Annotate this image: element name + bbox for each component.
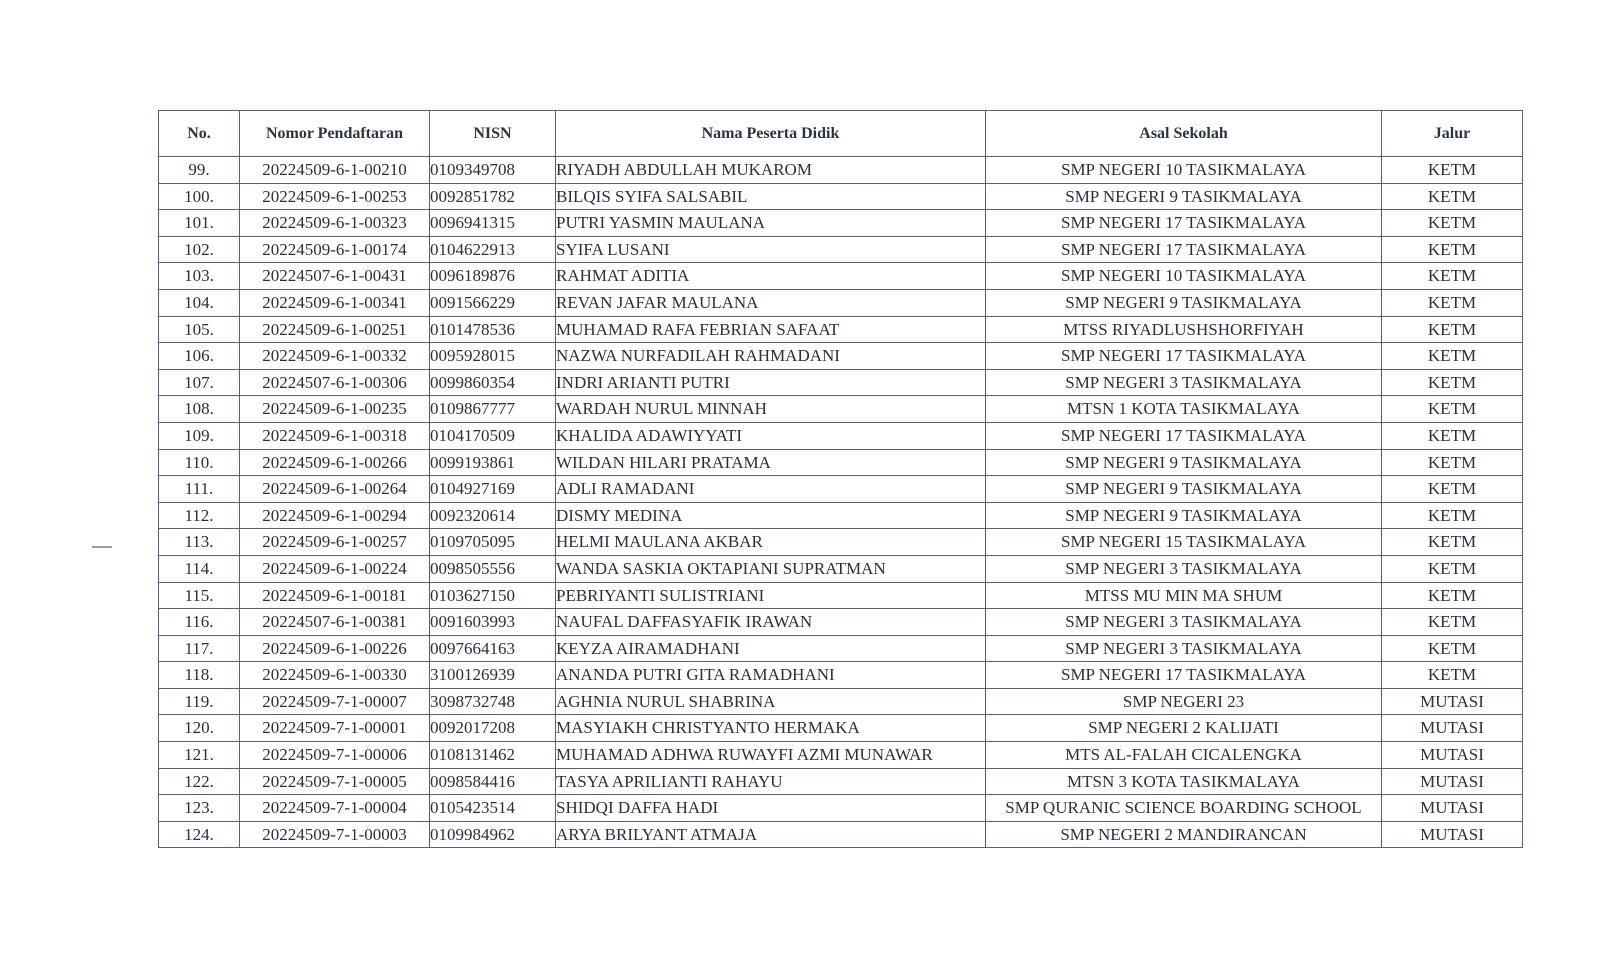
student-name-cell: WILDAN HILARI PRATAMA bbox=[556, 449, 986, 476]
row-number-cell: 113. bbox=[159, 529, 240, 556]
student-name-cell: KHALIDA ADAWIYYATI bbox=[556, 422, 986, 449]
registration-number-cell: 20224509-7-1-00001 bbox=[240, 715, 430, 742]
registration-number-cell: 20224509-6-1-00257 bbox=[240, 529, 430, 556]
route-cell: KETM bbox=[1382, 236, 1523, 263]
registration-number-cell: 20224509-6-1-00235 bbox=[240, 396, 430, 423]
route-cell: MUTASI bbox=[1382, 821, 1523, 848]
origin-school-cell: SMP NEGERI 2 MANDIRANCAN bbox=[986, 821, 1382, 848]
table-row bbox=[159, 183, 1523, 210]
nisn-cell: 0104170509 bbox=[430, 422, 556, 449]
registration-number-cell: 20224509-7-1-00006 bbox=[240, 742, 430, 769]
nisn-cell: 0101478536 bbox=[430, 316, 556, 343]
registration-number-cell: 20224509-6-1-00323 bbox=[240, 210, 430, 237]
origin-school-cell: SMP NEGERI 15 TASIKMALAYA bbox=[986, 529, 1382, 556]
header-no: No. bbox=[159, 111, 240, 157]
student-name-cell: ADLI RAMADANI bbox=[556, 476, 986, 503]
row-number-cell: 106. bbox=[159, 343, 240, 370]
nisn-cell: 0109705095 bbox=[430, 529, 556, 556]
route-cell: KETM bbox=[1382, 183, 1523, 210]
nisn-cell: 0092320614 bbox=[430, 502, 556, 529]
table-row bbox=[159, 396, 1523, 423]
row-number-cell: 110. bbox=[159, 449, 240, 476]
origin-school-cell: SMP NEGERI 3 TASIKMALAYA bbox=[986, 369, 1382, 396]
table-row bbox=[159, 236, 1523, 263]
nisn-cell: 0091566229 bbox=[430, 289, 556, 316]
scan-margin-mark bbox=[92, 546, 112, 548]
nisn-cell: 0096941315 bbox=[430, 210, 556, 237]
row-number-cell: 122. bbox=[159, 768, 240, 795]
student-name-cell: NAUFAL DAFFASYAFIK IRAWAN bbox=[556, 609, 986, 636]
route-cell: KETM bbox=[1382, 449, 1523, 476]
route-cell: KETM bbox=[1382, 396, 1523, 423]
table-row bbox=[159, 263, 1523, 290]
row-number-cell: 105. bbox=[159, 316, 240, 343]
header-origin-school: Asal Sekolah bbox=[986, 111, 1382, 157]
row-number-cell: 101. bbox=[159, 210, 240, 237]
row-number-cell: 111. bbox=[159, 476, 240, 503]
student-name-cell: INDRI ARIANTI PUTRI bbox=[556, 369, 986, 396]
route-cell: KETM bbox=[1382, 529, 1523, 556]
table-row bbox=[159, 609, 1523, 636]
registration-number-cell: 20224509-6-1-00341 bbox=[240, 289, 430, 316]
row-number-cell: 114. bbox=[159, 555, 240, 582]
route-cell: MUTASI bbox=[1382, 742, 1523, 769]
registration-number-cell: 20224509-6-1-00332 bbox=[240, 343, 430, 370]
table-row bbox=[159, 662, 1523, 689]
registration-number-cell: 20224509-7-1-00003 bbox=[240, 821, 430, 848]
registration-number-cell: 20224509-6-1-00294 bbox=[240, 502, 430, 529]
row-number-cell: 118. bbox=[159, 662, 240, 689]
registration-number-cell: 20224509-6-1-00251 bbox=[240, 316, 430, 343]
registration-number-cell: 20224509-6-1-00181 bbox=[240, 582, 430, 609]
registration-number-cell: 20224509-6-1-00266 bbox=[240, 449, 430, 476]
registration-number-cell: 20224509-6-1-00226 bbox=[240, 635, 430, 662]
nisn-cell: 0091603993 bbox=[430, 609, 556, 636]
student-name-cell: SYIFA LUSANI bbox=[556, 236, 986, 263]
nisn-cell: 0092851782 bbox=[430, 183, 556, 210]
row-number-cell: 108. bbox=[159, 396, 240, 423]
row-number-cell: 107. bbox=[159, 369, 240, 396]
table-row bbox=[159, 795, 1523, 822]
row-number-cell: 99. bbox=[159, 157, 240, 184]
nisn-cell: 0108131462 bbox=[430, 742, 556, 769]
route-cell: KETM bbox=[1382, 555, 1523, 582]
nisn-cell: 0096189876 bbox=[430, 263, 556, 290]
table-row bbox=[159, 476, 1523, 503]
row-number-cell: 109. bbox=[159, 422, 240, 449]
nisn-cell: 0104622913 bbox=[430, 236, 556, 263]
row-number-cell: 115. bbox=[159, 582, 240, 609]
student-name-cell: MUHAMAD RAFA FEBRIAN SAFAAT bbox=[556, 316, 986, 343]
student-name-cell: MASYIAKH CHRISTYANTO HERMAKA bbox=[556, 715, 986, 742]
student-name-cell: HELMI MAULANA AKBAR bbox=[556, 529, 986, 556]
registration-number-cell: 20224509-7-1-00004 bbox=[240, 795, 430, 822]
table-row bbox=[159, 768, 1523, 795]
origin-school-cell: SMP NEGERI 3 TASIKMALAYA bbox=[986, 635, 1382, 662]
origin-school-cell: SMP NEGERI 3 TASIKMALAYA bbox=[986, 609, 1382, 636]
table-row bbox=[159, 502, 1523, 529]
origin-school-cell: SMP NEGERI 9 TASIKMALAYA bbox=[986, 289, 1382, 316]
student-name-cell: DISMY MEDINA bbox=[556, 502, 986, 529]
table-row bbox=[159, 582, 1523, 609]
route-cell: KETM bbox=[1382, 369, 1523, 396]
nisn-cell: 0099860354 bbox=[430, 369, 556, 396]
registration-number-cell: 20224509-7-1-00007 bbox=[240, 688, 430, 715]
route-cell: KETM bbox=[1382, 316, 1523, 343]
nisn-cell: 0098505556 bbox=[430, 555, 556, 582]
route-cell: KETM bbox=[1382, 609, 1523, 636]
registration-number-cell: 20224509-6-1-00224 bbox=[240, 555, 430, 582]
student-name-cell: RIYADH ABDULLAH MUKAROM bbox=[556, 157, 986, 184]
origin-school-cell: MTS AL-FALAH CICALENGKA bbox=[986, 742, 1382, 769]
registration-number-cell: 20224507-6-1-00381 bbox=[240, 609, 430, 636]
nisn-cell: 0109867777 bbox=[430, 396, 556, 423]
row-number-cell: 104. bbox=[159, 289, 240, 316]
row-number-cell: 116. bbox=[159, 609, 240, 636]
route-cell: KETM bbox=[1382, 476, 1523, 503]
header-route: Jalur bbox=[1382, 111, 1523, 157]
origin-school-cell: SMP NEGERI 2 KALIJATI bbox=[986, 715, 1382, 742]
table-header bbox=[159, 111, 1523, 157]
nisn-cell: 0105423514 bbox=[430, 795, 556, 822]
row-number-cell: 123. bbox=[159, 795, 240, 822]
nisn-cell: 0103627150 bbox=[430, 582, 556, 609]
origin-school-cell: SMP NEGERI 9 TASIKMALAYA bbox=[986, 502, 1382, 529]
student-name-cell: WANDA SASKIA OKTAPIANI SUPRATMAN bbox=[556, 555, 986, 582]
route-cell: MUTASI bbox=[1382, 795, 1523, 822]
student-roster-table bbox=[158, 110, 1523, 848]
table-body bbox=[159, 157, 1523, 848]
origin-school-cell: MTSS RIYADLUSHSHORFIYAH bbox=[986, 316, 1382, 343]
nisn-cell: 0097664163 bbox=[430, 635, 556, 662]
nisn-cell: 0109984962 bbox=[430, 821, 556, 848]
nisn-cell: 3100126939 bbox=[430, 662, 556, 689]
row-number-cell: 100. bbox=[159, 183, 240, 210]
table-row bbox=[159, 529, 1523, 556]
route-cell: MUTASI bbox=[1382, 768, 1523, 795]
table-row bbox=[159, 821, 1523, 848]
row-number-cell: 119. bbox=[159, 688, 240, 715]
origin-school-cell: SMP NEGERI 17 TASIKMALAYA bbox=[986, 343, 1382, 370]
registration-number-cell: 20224507-6-1-00431 bbox=[240, 263, 430, 290]
table-row bbox=[159, 688, 1523, 715]
table-row bbox=[159, 157, 1523, 184]
table-row bbox=[159, 289, 1523, 316]
origin-school-cell: SMP QURANIC SCIENCE BOARDING SCHOOL bbox=[986, 795, 1382, 822]
route-cell: KETM bbox=[1382, 157, 1523, 184]
student-name-cell: PUTRI YASMIN MAULANA bbox=[556, 210, 986, 237]
origin-school-cell: SMP NEGERI 17 TASIKMALAYA bbox=[986, 662, 1382, 689]
origin-school-cell: MTSS MU MIN MA SHUM bbox=[986, 582, 1382, 609]
registration-number-cell: 20224509-6-1-00318 bbox=[240, 422, 430, 449]
route-cell: KETM bbox=[1382, 343, 1523, 370]
registration-number-cell: 20224509-6-1-00330 bbox=[240, 662, 430, 689]
student-name-cell: KEYZA AIRAMADHANI bbox=[556, 635, 986, 662]
table-row bbox=[159, 449, 1523, 476]
table-row bbox=[159, 316, 1523, 343]
origin-school-cell: SMP NEGERI 9 TASIKMALAYA bbox=[986, 476, 1382, 503]
table-row bbox=[159, 555, 1523, 582]
student-name-cell: RAHMAT ADITIA bbox=[556, 263, 986, 290]
row-number-cell: 121. bbox=[159, 742, 240, 769]
row-number-cell: 102. bbox=[159, 236, 240, 263]
registration-number-cell: 20224509-7-1-00005 bbox=[240, 768, 430, 795]
table-row bbox=[159, 422, 1523, 449]
student-name-cell: SHIDQI DAFFA HADI bbox=[556, 795, 986, 822]
route-cell: KETM bbox=[1382, 210, 1523, 237]
student-name-cell: ARYA BRILYANT ATMAJA bbox=[556, 821, 986, 848]
registration-number-cell: 20224507-6-1-00306 bbox=[240, 369, 430, 396]
origin-school-cell: SMP NEGERI 17 TASIKMALAYA bbox=[986, 210, 1382, 237]
route-cell: KETM bbox=[1382, 422, 1523, 449]
student-name-cell: ANANDA PUTRI GITA RAMADHANI bbox=[556, 662, 986, 689]
nisn-cell: 0092017208 bbox=[430, 715, 556, 742]
student-name-cell: REVAN JAFAR MAULANA bbox=[556, 289, 986, 316]
nisn-cell: 0099193861 bbox=[430, 449, 556, 476]
registration-number-cell: 20224509-6-1-00210 bbox=[240, 157, 430, 184]
table-row bbox=[159, 715, 1523, 742]
header-registration-number: Nomor Pendaftaran bbox=[240, 111, 430, 157]
origin-school-cell: SMP NEGERI 3 TASIKMALAYA bbox=[986, 555, 1382, 582]
student-name-cell: MUHAMAD ADHWA RUWAYFI AZMI MUNAWAR bbox=[556, 742, 986, 769]
row-number-cell: 124. bbox=[159, 821, 240, 848]
route-cell: KETM bbox=[1382, 289, 1523, 316]
table-row bbox=[159, 369, 1523, 396]
registration-number-cell: 20224509-6-1-00264 bbox=[240, 476, 430, 503]
header-row bbox=[159, 111, 1523, 157]
route-cell: KETM bbox=[1382, 263, 1523, 290]
route-cell: KETM bbox=[1382, 662, 1523, 689]
route-cell: KETM bbox=[1382, 635, 1523, 662]
header-nisn: NISN bbox=[430, 111, 556, 157]
student-name-cell: WARDAH NURUL MINNAH bbox=[556, 396, 986, 423]
nisn-cell: 0109349708 bbox=[430, 157, 556, 184]
registration-number-cell: 20224509-6-1-00174 bbox=[240, 236, 430, 263]
route-cell: MUTASI bbox=[1382, 688, 1523, 715]
nisn-cell: 0098584416 bbox=[430, 768, 556, 795]
student-name-cell: BILQIS SYIFA SALSABIL bbox=[556, 183, 986, 210]
row-number-cell: 117. bbox=[159, 635, 240, 662]
nisn-cell: 0095928015 bbox=[430, 343, 556, 370]
table-row bbox=[159, 635, 1523, 662]
origin-school-cell: SMP NEGERI 9 TASIKMALAYA bbox=[986, 449, 1382, 476]
origin-school-cell: MTSN 3 KOTA TASIKMALAYA bbox=[986, 768, 1382, 795]
route-cell: KETM bbox=[1382, 582, 1523, 609]
row-number-cell: 120. bbox=[159, 715, 240, 742]
route-cell: MUTASI bbox=[1382, 715, 1523, 742]
student-name-cell: NAZWA NURFADILAH RAHMADANI bbox=[556, 343, 986, 370]
origin-school-cell: SMP NEGERI 17 TASIKMALAYA bbox=[986, 422, 1382, 449]
nisn-cell: 3098732748 bbox=[430, 688, 556, 715]
route-cell: KETM bbox=[1382, 502, 1523, 529]
student-name-cell: TASYA APRILIANTI RAHAYU bbox=[556, 768, 986, 795]
registration-number-cell: 20224509-6-1-00253 bbox=[240, 183, 430, 210]
header-student-name: Nama Peserta Didik bbox=[556, 111, 986, 157]
origin-school-cell: SMP NEGERI 10 TASIKMALAYA bbox=[986, 157, 1382, 184]
origin-school-cell: SMP NEGERI 10 TASIKMALAYA bbox=[986, 263, 1382, 290]
nisn-cell: 0104927169 bbox=[430, 476, 556, 503]
table-row bbox=[159, 343, 1523, 370]
table-row bbox=[159, 742, 1523, 769]
origin-school-cell: SMP NEGERI 9 TASIKMALAYA bbox=[986, 183, 1382, 210]
origin-school-cell: SMP NEGERI 23 bbox=[986, 688, 1382, 715]
student-name-cell: AGHNIA NURUL SHABRINA bbox=[556, 688, 986, 715]
origin-school-cell: SMP NEGERI 17 TASIKMALAYA bbox=[986, 236, 1382, 263]
row-number-cell: 103. bbox=[159, 263, 240, 290]
row-number-cell: 112. bbox=[159, 502, 240, 529]
student-name-cell: PEBRIYANTI SULISTRIANI bbox=[556, 582, 986, 609]
origin-school-cell: MTSN 1 KOTA TASIKMALAYA bbox=[986, 396, 1382, 423]
table-row bbox=[159, 210, 1523, 237]
